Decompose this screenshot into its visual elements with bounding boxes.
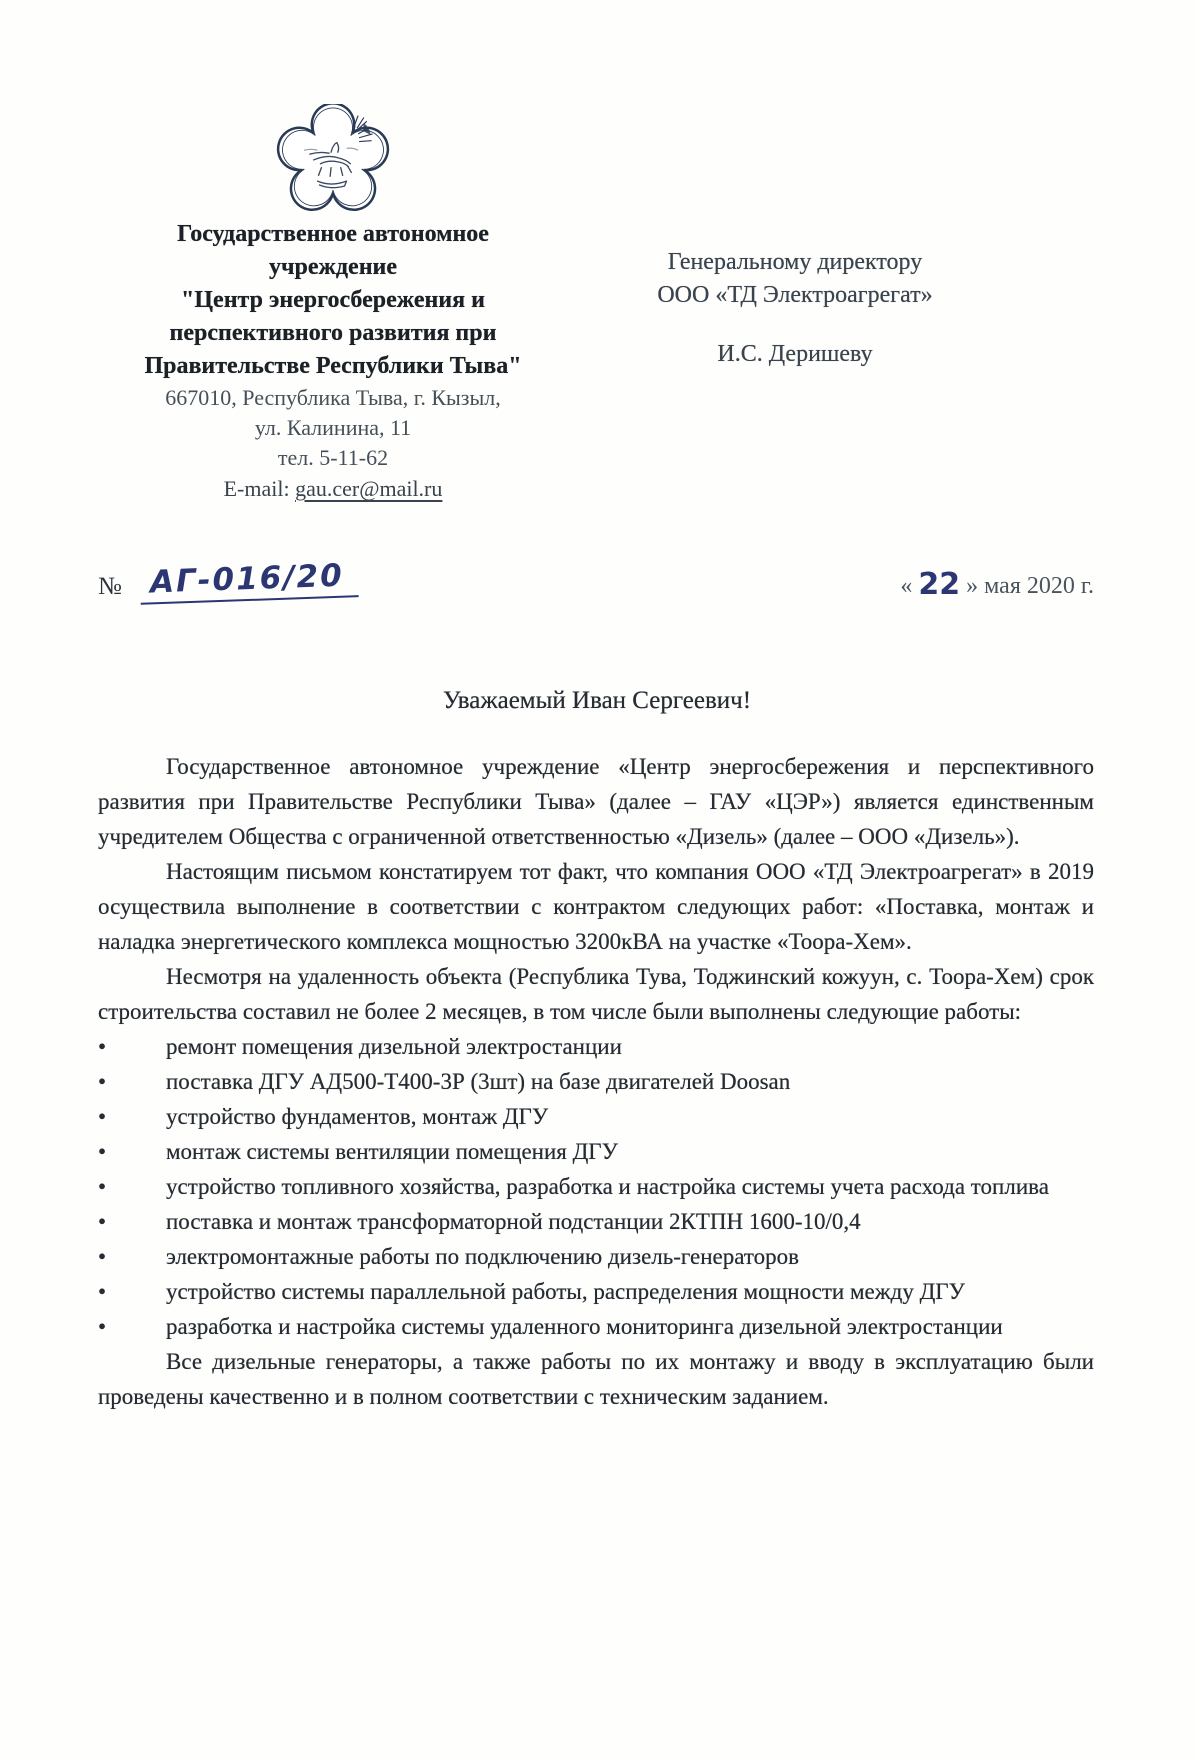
bullet-icon: • — [98, 1209, 107, 1234]
bullet-text: устройство фундаментов, монтаж ДГУ — [166, 1104, 549, 1129]
bullet-item — [98, 1204, 1094, 1239]
bullet-item — [98, 1064, 1094, 1099]
bullet-icon: • — [98, 1279, 107, 1304]
org-name — [98, 218, 568, 383]
closing-paragraph: Все дизельные генераторы, а также работы по их монтажу и вводу в эксплуатацию были проведены качественно и в полном соответствии с техническим заданием. — [98, 1349, 1094, 1409]
date-day-handwritten: 22 — [918, 567, 961, 602]
recipient-line-2: ООО «ТД Электроагрегат» — [657, 282, 933, 308]
bullet-icon: • — [98, 1069, 107, 1094]
bullet-icon: • — [98, 1104, 107, 1129]
bullet-item — [98, 1169, 1094, 1204]
date-rest: » мая 2020 г. — [966, 573, 1094, 599]
org-address — [98, 383, 568, 473]
emblem-icon — [274, 104, 392, 212]
address-line-1: 667010, Республика Тыва, г. Кызыл, — [165, 385, 501, 410]
bullet-icon: • — [98, 1174, 107, 1199]
bullet-text: электромонтажные работы по подключению дизель-генераторов — [166, 1244, 799, 1269]
org-name-line: учреждение — [268, 254, 398, 280]
org-name-line: "Центр энергосбережения и — [181, 287, 485, 313]
org-name-line: перспективного развития при — [169, 320, 497, 346]
date-open-quote: « — [900, 573, 913, 599]
bullet-item — [98, 1274, 1094, 1309]
bullet-icon: • — [98, 1034, 107, 1059]
salutation: Уважаемый Иван Сергеевич! — [442, 687, 752, 714]
bullet-icon: • — [98, 1314, 107, 1339]
reference-row — [98, 557, 1094, 602]
bullet-item — [98, 1029, 1094, 1064]
doc-date — [900, 566, 1094, 601]
bullet-text: монтаж системы вентиляции помещения ДГУ — [166, 1139, 618, 1164]
org-name-line: Государственное автономное — [177, 221, 489, 247]
recipient-name: И.С. Деришеву — [717, 341, 873, 367]
bullet-item — [98, 1134, 1094, 1169]
email-line — [98, 473, 568, 505]
bullet-icon: • — [98, 1244, 107, 1269]
letterhead-left-column — [98, 104, 568, 505]
bullet-item — [98, 1309, 1094, 1344]
letter-body — [98, 749, 1094, 1414]
org-name-line: Правительстве Республики Тыва" — [144, 353, 522, 379]
paragraph-3: Несмотря на удаленность объекта (Республика Тува, Тоджинский кожуун, с. Тоора-Хем) срок строительства составил не более 2 месяцев, в том числе были выполнены следующие работы: — [98, 964, 1094, 1024]
letterhead — [0, 0, 1194, 505]
bullet-text: ремонт помещения дизельной электростанции — [166, 1034, 622, 1059]
bullet-icon: • — [98, 1139, 107, 1164]
bullet-item — [98, 1239, 1094, 1274]
bullet-text: устройство системы параллельной работы, распределения мощности между ДГУ — [166, 1279, 965, 1304]
tyva-emblem-logo — [98, 104, 568, 212]
email-label: E-mail: — [223, 476, 296, 501]
bullet-text: разработка и настройка системы удаленного мониторинга дизельной электростанции — [166, 1314, 1003, 1339]
recipient-title — [630, 246, 960, 371]
email-address: gau.cer@mail.ru — [295, 476, 443, 501]
bullet-item — [98, 1099, 1094, 1134]
paragraph-2: Настоящим письмом констатируем тот факт, что компания ООО «ТД Электроагрегат» в 2019 осуществила выполнение в соответствии с контрактом следующих работ: «Поставка, монтаж и наладка энергетического комплекса мощностью 3200кВА на участке «Тоора-Хем». — [98, 859, 1094, 954]
bullet-text: поставка ДГУ АД500-Т400-3Р (3шт) на базе двигателей Doosan — [166, 1069, 791, 1094]
recipient-block — [630, 104, 960, 505]
bullet-text: поставка и монтаж трансформаторной подстанции 2КТПН 1600-10/0,4 — [166, 1209, 861, 1234]
phone-line: тел. 5-11-62 — [277, 445, 389, 470]
doc-number-label: № — [98, 573, 122, 600]
recipient-line-1: Генеральному директору — [667, 249, 923, 275]
doc-number-handwritten: АГ-016/20 — [139, 557, 358, 605]
bullet-text: устройство топливного хозяйства, разработка и настройка системы учета расхода топлива — [166, 1174, 1049, 1199]
address-line-2: ул. Калинина, 11 — [254, 415, 412, 440]
paragraph-1: Государственное автономное учреждение «Центр энергосбережения и перспективного развития при Правительстве Республики Тыва» (далее – ГАУ «ЦЭР») является единственным учредителем Общества с ограниченной ответственностью «Дизель» (далее – ООО «Дизель»). — [98, 754, 1094, 849]
